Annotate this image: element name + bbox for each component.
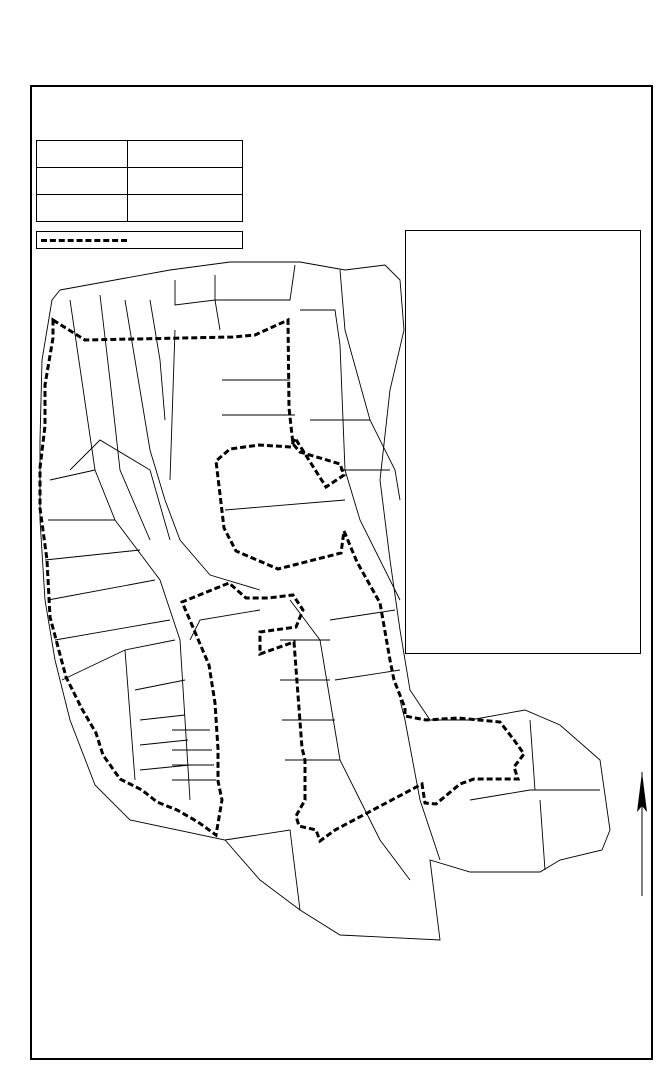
parcel-line	[70, 300, 190, 800]
parcel-line	[50, 470, 95, 480]
parcel-line	[172, 730, 216, 780]
parcel-line	[62, 640, 175, 680]
parcel-line	[150, 300, 165, 420]
parcel-lines	[40, 262, 610, 940]
parcel-line	[140, 715, 185, 720]
parcel-line	[290, 600, 410, 880]
expropriation-boundary	[40, 320, 524, 841]
parcel-line	[215, 265, 295, 300]
parcel-outline	[40, 262, 610, 940]
parcel-line	[45, 550, 140, 560]
parcel-line	[48, 580, 155, 600]
parcel-line	[70, 440, 170, 540]
parcel-line	[190, 610, 260, 640]
parcel-line	[125, 300, 260, 590]
north-arrow-icon	[637, 772, 647, 896]
parcel-line	[100, 295, 150, 540]
parcel-line	[400, 700, 440, 860]
parcel-line	[225, 500, 345, 510]
parcel-line	[140, 740, 188, 745]
parcel-line	[175, 280, 220, 330]
parcel-line	[140, 765, 190, 770]
parcel-line	[300, 310, 400, 600]
parcel-line	[225, 830, 300, 910]
parcel-line	[470, 790, 600, 800]
parcel-line	[125, 650, 135, 780]
parcel-line	[530, 720, 545, 870]
parcel-line	[330, 610, 400, 680]
parcel-line	[280, 640, 340, 760]
parcel-line	[55, 620, 170, 640]
parcel-line	[135, 680, 185, 690]
parcel-line	[170, 330, 175, 480]
